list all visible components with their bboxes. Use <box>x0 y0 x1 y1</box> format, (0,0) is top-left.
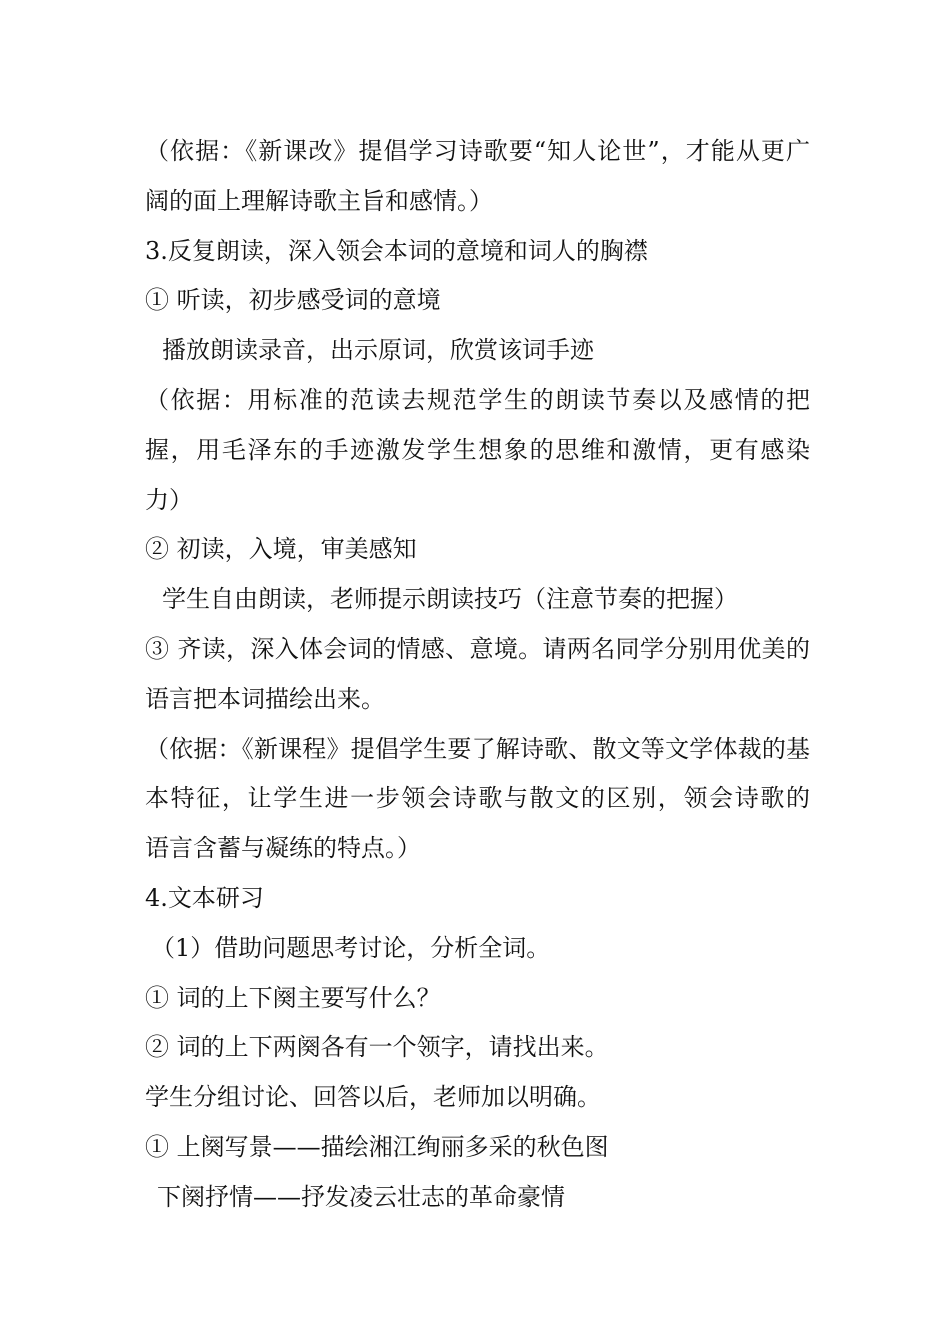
section-heading: 3.反复朗读，深入领会本词的意境和词人的胸襟 <box>145 236 648 265</box>
paragraph-line: 下阕抒情——抒发凌云壮志的革命豪情 <box>157 1182 565 1211</box>
paragraph-line: 语言含蓄与凝练的特点。） <box>145 834 421 863</box>
paragraph-line: 语言把本词描绘出来。 <box>145 684 385 713</box>
list-item: ① 词的上下阕主要写什么？ <box>145 983 441 1012</box>
paragraph-line: 学生自由朗读，老师提示朗读技巧（注意节奏的把握） <box>162 585 738 614</box>
list-item: ② 初读，入境，审美感知 <box>145 535 417 564</box>
list-item: ② 词的上下两阕各有一个领字，请找出来。 <box>145 1033 609 1062</box>
paragraph-line: 本特征，让学生进一步领会诗歌与散文的区别，领会诗歌的 <box>145 784 810 813</box>
list-item: ③ 齐读，深入体会词的情感、意境。请两名同学分别用优美的 <box>145 634 810 663</box>
paragraph-line: 学生分组讨论、回答以后，老师加以明确。 <box>145 1083 601 1112</box>
paragraph-line: 播放朗读录音，出示原词，欣赏该词手迹 <box>162 336 594 365</box>
paragraph-line: （依据：《新课程》提倡学生要了解诗歌、散文等文学体裁的基 <box>145 734 810 763</box>
paragraph-line: （依据：《新课改》提倡学习诗歌要“知人论世”，才能从更广 <box>145 137 810 165</box>
list-item: ① 听读，初步感受词的意境 <box>145 286 441 315</box>
section-heading: 4.文本研习 <box>145 883 264 912</box>
paragraph-line: 力） <box>145 485 193 514</box>
paragraph-line: 握，用毛泽东的手迹激发学生想象的思维和激情，更有感染 <box>145 435 810 464</box>
paragraph-line: （1）借助问题思考讨论，分析全词。 <box>151 933 551 962</box>
list-item: ① 上阕写景——描绘湘江绚丽多采的秋色图 <box>145 1132 609 1161</box>
paragraph-line: （依据：用标准的范读去规范学生的朗读节奏以及感情的把 <box>145 385 810 414</box>
document-body <box>145 127 810 1223</box>
paragraph-line: 阔的面上理解诗歌主旨和感情。） <box>145 186 493 215</box>
